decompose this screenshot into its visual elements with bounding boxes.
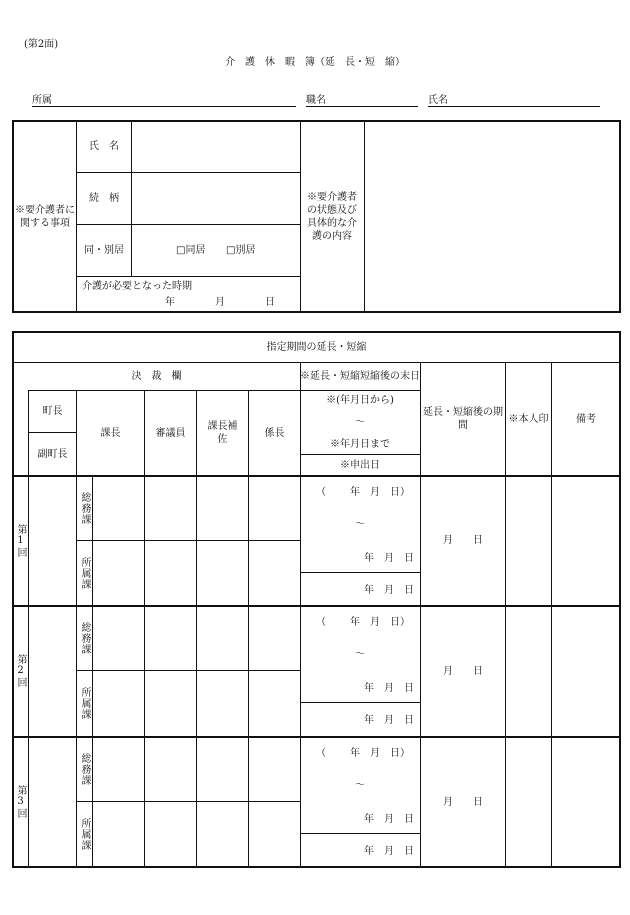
round-until-date: 年 月 日 [364, 814, 414, 825]
until-label: ※年月日まで [330, 439, 390, 450]
post-underline [306, 106, 418, 107]
round-until-date: 年 月 日 [364, 553, 414, 564]
own-dept-label: 所属課 [79, 818, 90, 851]
cohabit-no-checkbox[interactable]: □別居 [226, 245, 256, 256]
name-underline [428, 106, 600, 107]
extension-heading: 指定期間の延長・短縮 [266, 341, 367, 353]
recipient-name-label: 氏 名 [89, 141, 119, 152]
own-dept-label: 所属課 [79, 687, 90, 720]
dept-label: 所属 [32, 95, 52, 106]
name-label: 氏名 [428, 95, 448, 106]
round-from-date: 年 月 日） [350, 748, 410, 759]
applied-date-label: ※申出日 [340, 459, 380, 471]
post-label: 職名 [306, 95, 326, 106]
dept-underline [32, 106, 296, 107]
round-label: 第2回 [15, 654, 26, 688]
staff-chief-label: 係長 [264, 427, 285, 439]
round-tilde: ～ [355, 519, 365, 530]
condition-field[interactable] [365, 121, 619, 312]
end-date-label: ※延長・短縮短縮後の末日 [300, 371, 420, 382]
round-tilde: ～ [355, 780, 365, 791]
care-needed-month: 月 [215, 297, 225, 308]
round-open-paren: （ [316, 617, 326, 628]
assistant-chief-label: 課長補佐 [207, 421, 238, 445]
round-label: 第1回 [15, 523, 26, 558]
care-recipient-side-label: ※要介護者に関する事項 [15, 204, 75, 229]
round-period: 月 日 [443, 796, 483, 808]
care-needed-year: 年 [165, 297, 175, 308]
care-needed-when-label: 介護が必要となった時期 [82, 281, 192, 292]
own-dept-label: 所属課 [79, 556, 90, 590]
round-applied-date: 年 月 日 [364, 846, 414, 857]
mayor-label: 町長 [42, 406, 63, 417]
cohabit-yes-checkbox[interactable]: □同居 [176, 245, 206, 256]
round-label: 第3回 [15, 785, 26, 819]
from-label: ※(年月日から) [326, 395, 394, 406]
round-tilde: ～ [355, 649, 365, 660]
round-open-paren: （ [316, 487, 326, 498]
care-needed-day: 日 [265, 297, 275, 308]
round-from-date: 年 月 日） [350, 617, 410, 628]
tilde-label: ～ [355, 417, 365, 428]
general-affairs-label: 総務課 [79, 621, 90, 655]
decision-column-label: 決 裁 欄 [131, 371, 182, 382]
remarks-label: 備考 [576, 413, 596, 425]
general-affairs-label: 総務課 [79, 491, 90, 525]
recipient-name-field[interactable] [132, 121, 300, 172]
chief-label: 課長 [100, 427, 121, 439]
round-until-date: 年 月 日 [364, 683, 414, 694]
relation-label: 続 柄 [89, 193, 119, 204]
round-applied-date: 年 月 日 [364, 715, 414, 726]
period-label: 延長・短縮後の期間 [423, 407, 503, 431]
relation-field[interactable] [132, 173, 300, 224]
form-title: 介 護 休 暇 簿（延 長・短 縮） [225, 57, 405, 68]
round-from-date: 年 月 日） [350, 487, 410, 498]
round-period: 月 日 [443, 665, 483, 677]
round-open-paren: （ [316, 748, 326, 759]
cohabit-label: 同・別居 [84, 245, 124, 256]
general-affairs-label: 総務課 [79, 752, 90, 786]
round-applied-date: 年 月 日 [364, 585, 414, 596]
deputy-mayor-label: 副町長 [37, 448, 68, 460]
condition-label: ※要介護者の状態及び具体的な介護の内容 [307, 191, 357, 242]
round-period: 月 日 [443, 535, 483, 546]
councilor-label: 審議員 [155, 427, 186, 439]
seal-label: ※本人印 [508, 413, 549, 425]
page-label: (第2面) [24, 39, 59, 50]
